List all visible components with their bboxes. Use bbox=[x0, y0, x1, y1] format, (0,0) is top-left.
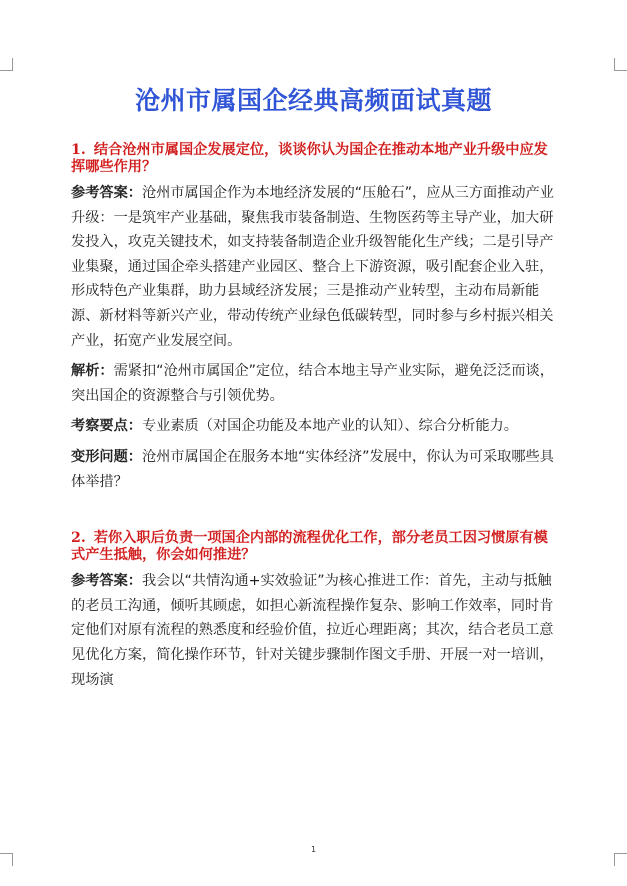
question-heading-1 bbox=[71, 142, 557, 176]
question-number: 2. bbox=[71, 530, 86, 547]
analysis-text: 需紧扣“沧州市属国企”定位，结合本地主导产业实际，避免泛泛而谈，突出国企的资源整合与引领优势。 bbox=[71, 363, 554, 404]
variant-text: 沧州市属国企在服务本地“实体经济”发展中，你认为可采取哪些具体举措？ bbox=[71, 448, 554, 490]
crop-mark-bottom-left bbox=[0, 853, 13, 866]
answer-label: 参考答案 bbox=[71, 573, 128, 590]
question-text: 若你入职后负责一项国企内部的流程优化工作，部分老员工因习惯原有模式产生抵触，你会如何推进？ bbox=[71, 530, 548, 564]
answer-text: 沧州市属国企作为本地经济发展的“压舱石”，应从三方面推动产业升级：一是筑牢产业基础，聚焦我市装备制造、生物医药等主导产业，加大研发投入，攻克关键技术，如支持装备制造企业升级智能化生产线；二是引导产业集聚，通过国企牵头搭建产业园区、整合上下游资源，吸引配套企业入驻，形成特色产业集群，助力县域经济发展；三是推动产业转型，主动布局新能源、新材料等新兴产业，带动传统产业绿色低碳转型，同时参与乡村振兴相关产业，拓宽产业发展空间。 bbox=[71, 185, 554, 349]
answer-paragraph: 参考答案：沧州市属国企作为本地经济发展的“压舱石”，应从三方面推动产业升级：一是筑牢产业基础，聚焦我市装备制造、生物医药等主导产业，加大研发投入，攻克关键技术，如支持装备制造企业升级智能化生产线；二是引导产业集聚，通过国企牵头搭建产业园区、整合上下游资源，吸引配套企业入驻，形成特色产业集群，助力县域经济发展；三是推动产业转型，主动布局新能源、新材料等新兴产业，带动传统产业绿色低碳转型，同时参与乡村振兴相关产业，拓宽产业发展空间。 bbox=[71, 185, 554, 349]
analysis-paragraph: 解析：需紧扣“沧州市属国企”定位，结合本地主导产业实际，避免泛泛而谈，突出国企的资源整合与引领优势。 bbox=[71, 363, 554, 404]
variant-paragraph: 变形问题：沧州市属国企在服务本地“实体经济”发展中，你认为可采取哪些具体举措？ bbox=[71, 448, 554, 490]
answer-text: 我会以“共情沟通+实效验证”为核心推进工作：首先，主动与抵触的老员工沟通，倾听其顾虑，如担心新流程操作复杂、影响工作效率，同时肯定他们对原有流程的熟悉度和经验价值，拉近心理距离；其次，结合老员工意见优化方案，简化操作环节，针对关键步骤制作图文手册、开展一对一培训，现场演 bbox=[71, 573, 554, 688]
page-number: 1 bbox=[310, 845, 317, 854]
points-paragraph: 考察要点：专业素质（对国企功能及本地产业的认知）、综合分析能力。 bbox=[71, 418, 518, 435]
answer-paragraph: 参考答案：我会以“共情沟通+实效验证”为核心推进工作：首先，主动与抵触的老员工沟通，倾听其顾虑，如担心新流程操作复杂、影响工作效率，同时肯定他们对原有流程的熟悉度和经验价值，拉近心理距离；其次，结合老员工意见优化方案，简化操作环节，针对关键步骤制作图文手册、开展一对一培训，现场演 bbox=[71, 573, 554, 688]
crop-mark-bottom-right bbox=[614, 853, 627, 866]
question-heading-2 bbox=[71, 530, 557, 564]
crop-mark-top-left bbox=[0, 58, 13, 71]
document-body bbox=[71, 142, 557, 698]
question-number: 1. bbox=[71, 142, 86, 158]
points-label: 考察要点 bbox=[71, 418, 128, 435]
crop-mark-top-right bbox=[614, 58, 627, 71]
analysis-label: 解析 bbox=[71, 363, 100, 380]
answer-label: 参考答案 bbox=[71, 185, 128, 201]
document-title: 沧州市属国企经典高频面试真题 bbox=[134, 86, 492, 115]
points-text: 专业素质（对国企功能及本地产业的认知）、综合分析能力。 bbox=[141, 418, 518, 435]
variant-label: 变形问题 bbox=[71, 448, 128, 465]
question-text: 结合沧州市属国企发展定位，谈谈你认为国企在推动本地产业升级中应发挥哪些作用？ bbox=[71, 142, 548, 175]
